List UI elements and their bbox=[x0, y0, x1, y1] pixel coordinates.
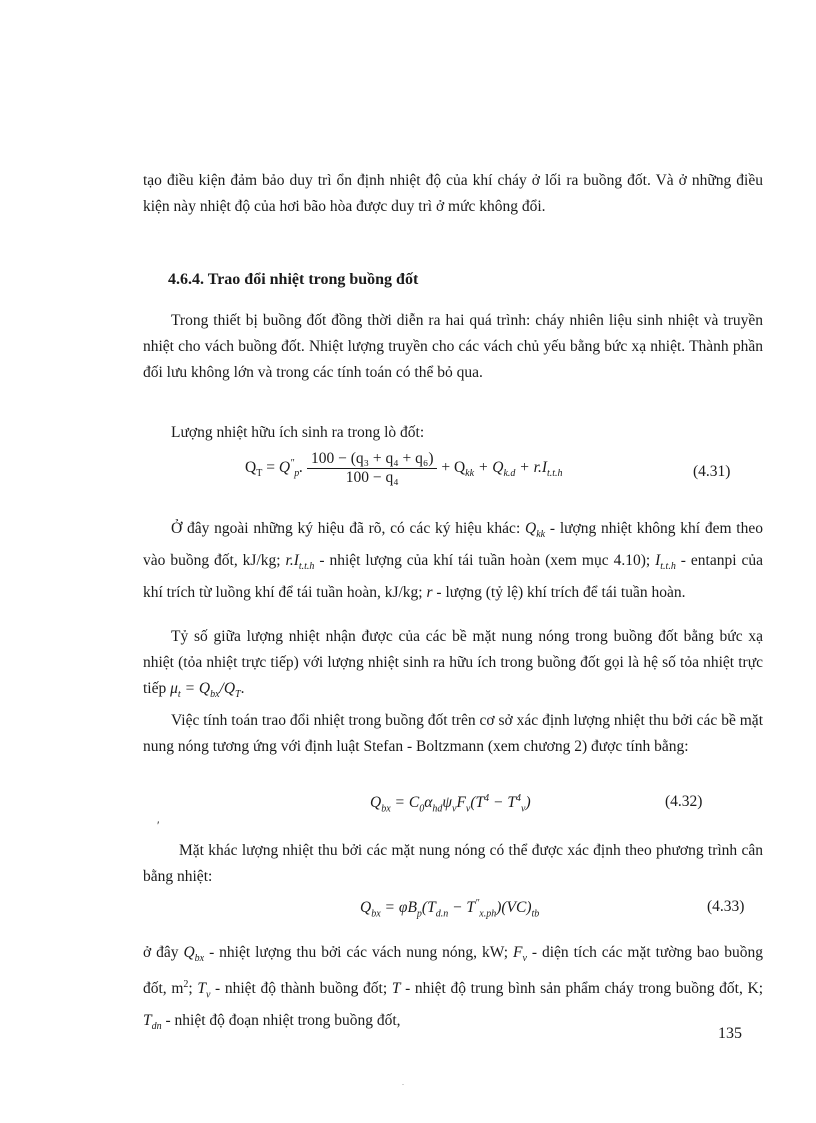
stray-mark: ′ bbox=[157, 818, 160, 832]
paragraph-processes bbox=[143, 308, 763, 386]
equation-4-32: $Q_{bx} = C_0\alpha_{hd}\psi_vF_v(T^4 - T^4_v)$ bbox=[370, 793, 531, 815]
paragraph-heat-balance-text: Mặt khác lượng nhiệt thu bởi các mặt nung nóng có thể được xác định theo phương trình cân bằng nhiệt: bbox=[143, 842, 763, 885]
fraction-numerator: 100 − (q₃ + q₄ + q₆) bbox=[307, 450, 438, 469]
paragraph-stefan-boltzmann bbox=[143, 708, 763, 760]
equation-number-4-33: (4.33) bbox=[707, 898, 745, 915]
paragraph-symbols: Ở đây ngoài những ký hiệu đã rõ, có các ký hiệu khác: $Q_{kk}$ - lượng nhiệt không khí đem theo vào buồng đốt, kJ/kg; $r.I_{t.t.h}$ - nhiệt lượng của khí tái tuần hoàn (xem mục 4.10); $I_{t.t.h}$ - entanpi của khí trích từ luồng khí để tái tuần hoàn, kJ/kg; r - lượng (tỷ lệ) khí trích để tái tuần hoàn. bbox=[143, 520, 763, 602]
paragraph-definitions: ở đây $Q_{bx}$ - nhiệt lượng thu bởi các vách nung nóng, kW; $F_v$ - diện tích các mặt tường bao buồng đốt, $m^2$; $T_v$ - nhiệt độ thành buồng đốt; T - nhiệt độ trung bình sản phẩm cháy trong buồng đốt, K; $T_{dn}$ - nhiệt độ đoạn nhiệt trong buồng đốt, bbox=[143, 944, 763, 1033]
paragraph-stefan-boltzmann-text: Việc tính toán trao đổi nhiệt trong buồng đốt trên cơ sở xác định lượng nhiệt thu bởi các bề mặt nung nóng tương ứng với định luật Stefan - Boltzmann (xem chương 2) được tính bằng: bbox=[143, 712, 763, 755]
paragraph-useful-heat-text: Lượng nhiệt hữu ích sinh ra trong lò đốt: bbox=[171, 424, 425, 441]
paragraph-intro-text: tạo điều kiện đảm bảo duy trì ổn định nhiệt độ của khí cháy ở lối ra buồng đốt. Và ở những điều kiện này nhiệt độ của hơi bão hòa được duy trì ở mức không đổi. bbox=[143, 172, 763, 215]
footer-dot: . bbox=[402, 1078, 404, 1087]
paragraph-intro bbox=[143, 168, 763, 220]
equation-4-31-fraction bbox=[307, 450, 438, 487]
paragraph-useful-heat bbox=[143, 420, 763, 446]
equation-4-33: $Q_{bx} = \varphi B_p(T_{d.n} - T^"_{x.ph})(VC)_{tb}$ bbox=[360, 898, 540, 920]
paragraph-processes-text: Trong thiết bị buồng đốt đồng thời diễn ra hai quá trình: cháy nhiên liệu sinh nhiệt và truyền nhiệt cho vách buồng đốt. Nhiệt lượng truyền cho các vách chủ yếu bằng bức xạ nhiệt. Thành phần đối lưu không lớn và trong các tính toán có thể bỏ qua. bbox=[143, 312, 763, 381]
section-heading: 4.6.4. Trao đổi nhiệt trong buồng đốt bbox=[168, 271, 419, 288]
equation-number-4-32: (4.32) bbox=[665, 793, 703, 810]
equation-number-4-31: (4.31) bbox=[693, 463, 731, 480]
paragraph-heat-balance bbox=[143, 838, 763, 890]
page-number: 135 bbox=[718, 1025, 742, 1042]
paragraph-ratio: Tỷ số giữa lượng nhiệt nhận được của các bề mặt nung nóng trong buồng đốt bằng bức xạ nhiệt (tỏa nhiệt trực tiếp) với lượng nhiệt sinh ra hữu ích trong buồng đốt gọi là hệ số tỏa nhiệt trực tiếp $\mu_t = Q_{bx}/Q_T$. bbox=[143, 628, 763, 701]
fraction-denominator: 100 − q₄ bbox=[345, 469, 399, 486]
equation-4-31: $Q_T = Q^"_p$. $\frac{\text{100 − (q₃ + q₄ + q₆)}}{\text{100 − q₄}}$ + $Q_{kk} + Q_{k.d} + r.I_{t.t.h}$ bbox=[245, 450, 563, 486]
